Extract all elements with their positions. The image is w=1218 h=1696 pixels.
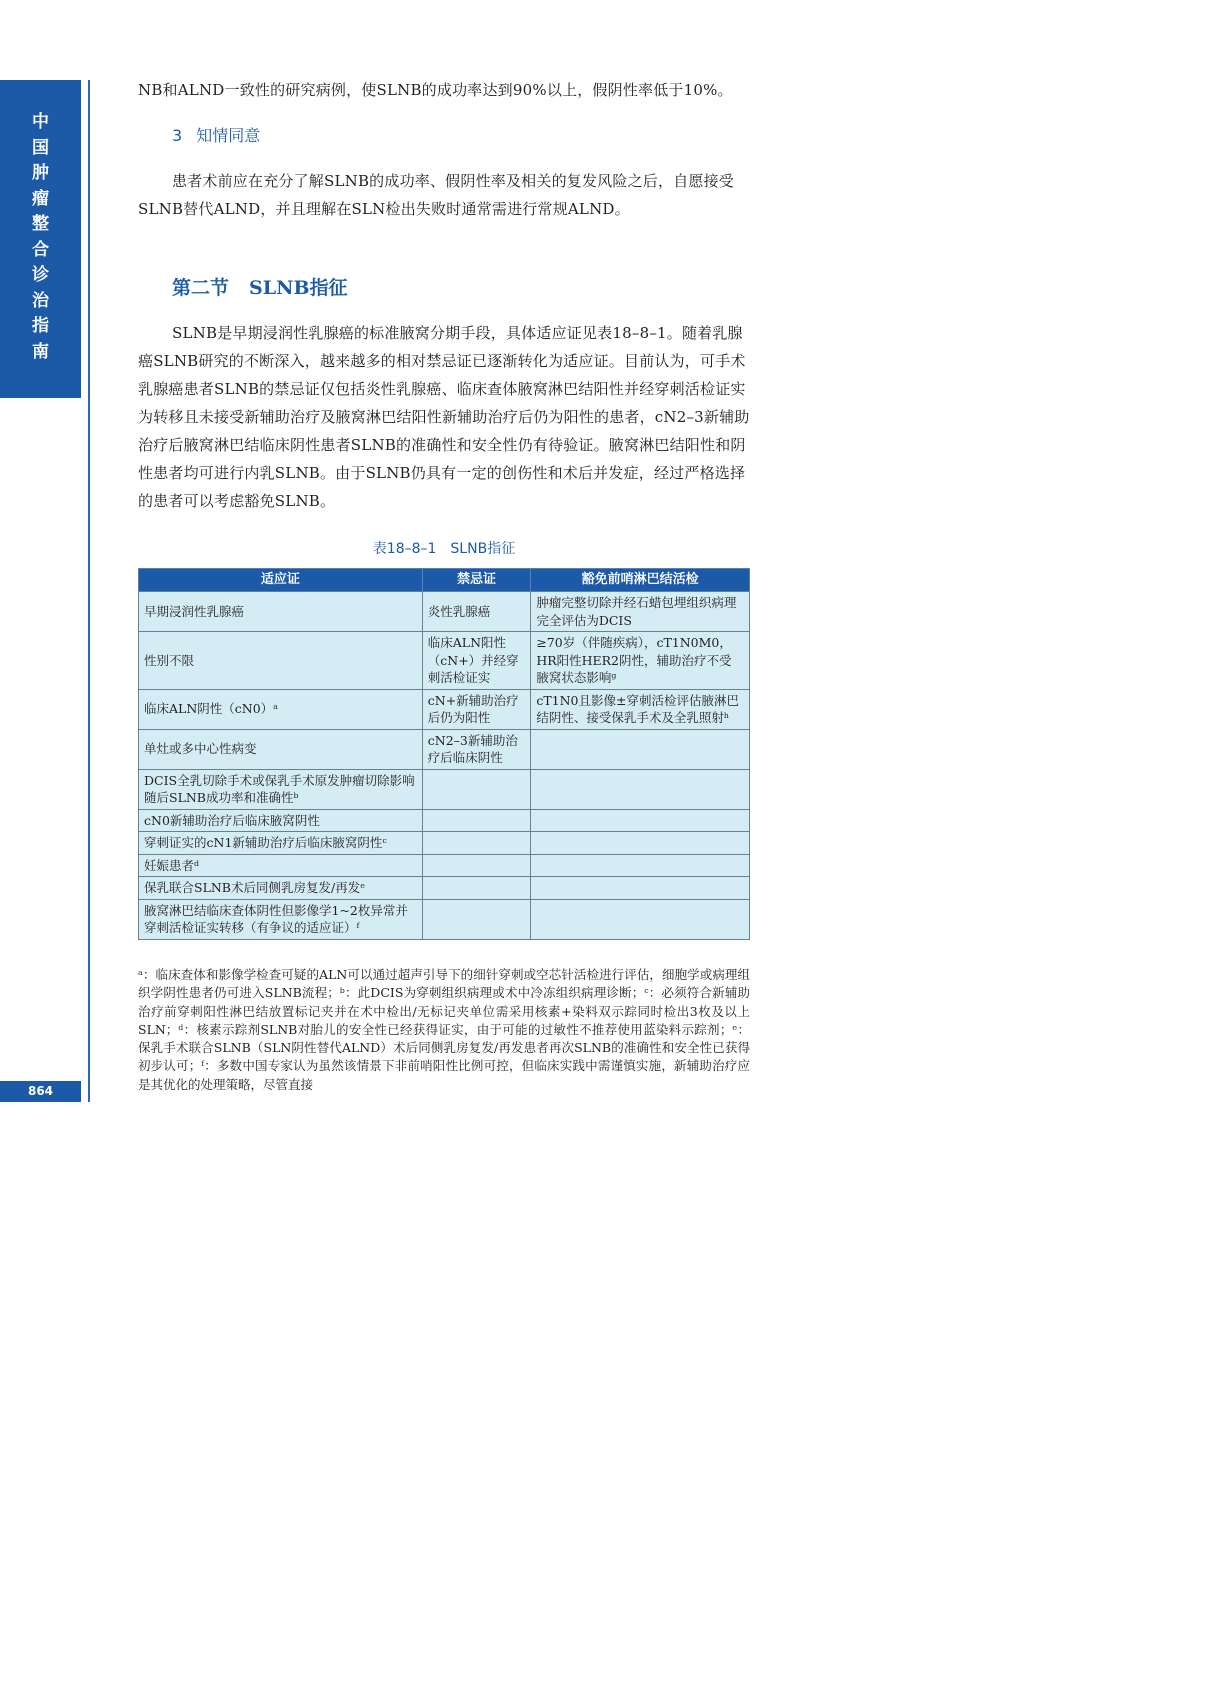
paragraph-slnb-intro: SLNB是早期浸润性乳腺癌的标准腋窝分期手段，具体适应证见表18–8–1。随着乳腺癌SLNB研究的不断深入，越来越多的相对禁忌证已逐渐转化为适应证。目前认为，可手术乳腺癌患者SLNB的禁忌证仅包括炎性乳腺癌、临床查体腋窝淋巴结阳性并经穿刺活检证实为转移且未接受新辅助治疗及腋窝淋巴结阳性新辅助治疗后仍为阳性的患者，cN2–3新辅助治疗后腋窝淋巴结临床阴性患者SLNB的准确性和安全性仍有待验证。腋窝淋巴结阳性和阴性患者均可进行内乳SLNB。由于SLNB仍具有一定的创伤性和术后并发症，经过严格选择的患者可以考虑豁免SLNB。 [138, 324, 750, 510]
table-caption: 表18–8–1 SLNB指征 [372, 541, 516, 557]
table-cell [531, 877, 750, 900]
page-number: 864 [0, 1081, 81, 1102]
header-indications: 适应证 [139, 569, 423, 592]
table-row [139, 769, 750, 809]
table-row [139, 729, 750, 769]
table-row [139, 832, 750, 855]
section-title: SLNB指征 [249, 277, 348, 299]
header-contraindications: 禁忌证 [422, 569, 531, 592]
table-cell: 保乳联合SLNB术后同侧乳房复发/再发ᵉ [139, 877, 423, 900]
table-cell: 临床ALN阳性（cN+）并经穿刺活检证实 [422, 632, 531, 690]
table-cell [531, 809, 750, 832]
book-title-char: 合 [32, 239, 49, 260]
table-cell: 腋窝淋巴结临床查体阴性但影像学1~2枚异常并穿刺活检证实转移（有争议的适应证）ᶠ [139, 899, 423, 939]
subheading-number: 3 [172, 126, 183, 145]
table-cell: 早期浸润性乳腺癌 [139, 592, 423, 632]
table-cell: 肿瘤完整切除并经石蜡包埋组织病理完全评估为DCIS [531, 592, 750, 632]
table-cell [422, 854, 531, 877]
book-title-tab [0, 80, 81, 398]
table-cell [531, 769, 750, 809]
book-title-char: 治 [32, 290, 49, 311]
section-label: 第二节 [172, 277, 230, 299]
subheading-title: 知情同意 [196, 126, 261, 145]
table-cell: 单灶或多中心性病变 [139, 729, 423, 769]
table-row [139, 592, 750, 632]
book-title-char: 中 [32, 112, 49, 132]
table-cell: 炎性乳腺癌 [422, 592, 531, 632]
table-cell: DCIS全乳切除手术或保乳手术原发肿瘤切除影响随后SLNB成功率和准确性ᵇ [139, 769, 423, 809]
book-title-char: 诊 [32, 265, 49, 285]
table-cell [531, 729, 750, 769]
section-heading [172, 273, 348, 300]
margin-rule [88, 80, 90, 1102]
book-title-char: 国 [32, 137, 49, 158]
table-cell [531, 899, 750, 939]
paragraph-continued: NB和ALND一致性的研究病例，使SLNB的成功率达到90%以上，假阴性率低于10%。 [138, 81, 733, 99]
table-cell [531, 854, 750, 877]
header-exemption: 豁免前哨淋巴结活检 [531, 569, 750, 592]
book-title-char: 整 [32, 214, 49, 234]
table-cell [422, 832, 531, 855]
table-cell [422, 899, 531, 939]
table-cell: cT1N0且影像±穿刺活检评估腋淋巴结阴性、接受保乳手术及全乳照射ʰ [531, 689, 750, 729]
table-header-row [139, 569, 750, 592]
table-cell: cN0新辅助治疗后临床腋窝阴性 [139, 809, 423, 832]
table-cell [422, 769, 531, 809]
table-cell: 临床ALN阴性（cN0）ᵃ [139, 689, 423, 729]
table-cell [422, 809, 531, 832]
indications-table [138, 568, 750, 940]
table-cell: cN2–3新辅助治疗后临床阴性 [422, 729, 531, 769]
paragraph-consent: 患者术前应在充分了解SLNB的成功率、假阴性率及相关的复发风险之后，自愿接受SLNB替代ALND，并且理解在SLN检出失败时通常需进行常规ALND。 [138, 172, 734, 218]
table-cell [422, 877, 531, 900]
table-cell [531, 832, 750, 855]
table-row [139, 689, 750, 729]
book-title-char: 指 [32, 316, 49, 336]
subheading [172, 123, 260, 146]
table-cell: 性别不限 [139, 632, 423, 690]
table-row [139, 632, 750, 690]
table-row [139, 854, 750, 877]
table-row [139, 899, 750, 939]
table-cell: ≥70岁（伴随疾病），cT1N0M0，HR阳性HER2阴性，辅助治疗不受腋窝状态影响ᵍ [531, 632, 750, 690]
table-footnotes: ᵃ：临床查体和影像学检查可疑的ALN可以通过超声引导下的细针穿刺或空芯针活检进行评估，细胞学或病理组织学阴性患者仍可进入SLNB流程；ᵇ：此DCIS为穿刺组织病理或术中冷冻组织病理诊断；ᶜ：必须符合新辅助治疗前穿刺阳性淋巴结放置标记夹并在术中检出/无标记夹单位需采用核素+染料双示踪同时检出3枚及以上SLN；ᵈ：核素示踪剂SLNB对胎儿的安全性已经获得证实，由于可能的过敏性不推荐使用蓝染料示踪剂；ᵉ：保乳手术联合SLNB（SLN阴性替代ALND）术后同侧乳房复发/再发患者再次SLNB的准确性和安全性已获得初步认可；ᶠ：多数中国专家认为虽然该情景下非前哨阳性比例可控，但临床实践中需谨慎实施，新辅助治疗应是其优化的处理策略，尽管直接 [138, 967, 750, 1092]
table-cell: 穿刺证实的cN1新辅助治疗后临床腋窝阴性ᶜ [139, 832, 423, 855]
table-row [139, 877, 750, 900]
book-title-char: 肿 [32, 163, 49, 183]
book-title-char: 瘤 [32, 188, 49, 209]
table-row [139, 809, 750, 832]
table-cell: cN+新辅助治疗后仍为阳性 [422, 689, 531, 729]
book-title-char: 南 [32, 341, 49, 362]
table-cell: 妊娠患者ᵈ [139, 854, 423, 877]
